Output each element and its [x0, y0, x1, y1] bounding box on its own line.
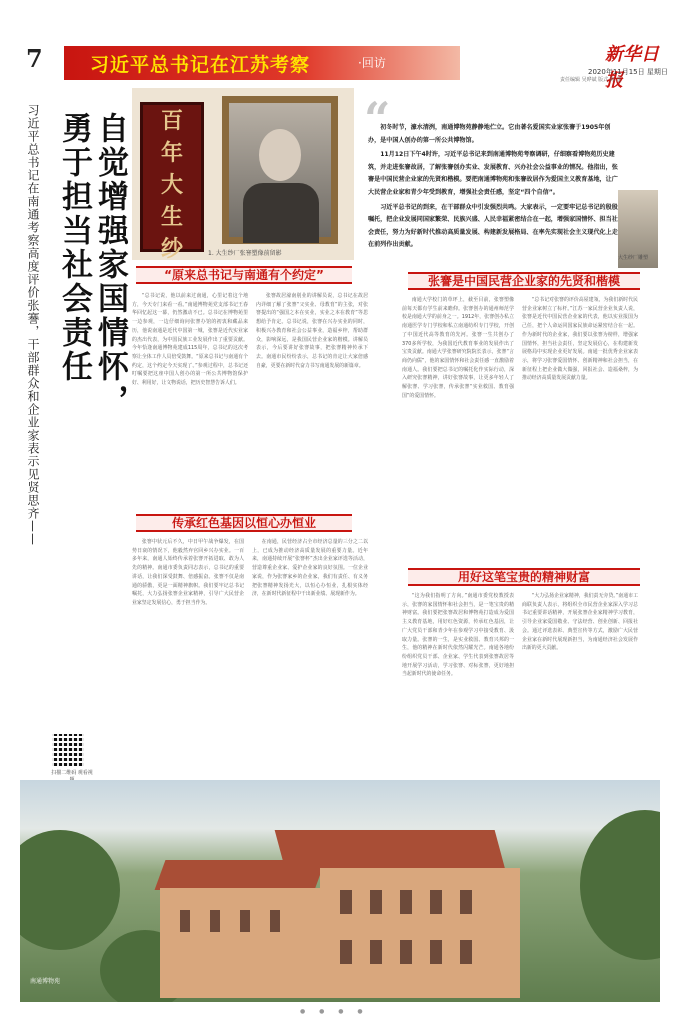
photo-caption: 1. 大生纱厂张謇塑像前留影 [208, 250, 282, 257]
section-subtitle: ·回访 [358, 56, 386, 70]
building-window [370, 940, 382, 964]
building-window [340, 890, 352, 914]
statue-caption: 大生纱厂雕塑 [618, 255, 649, 261]
building-window [400, 940, 412, 964]
headline-line-1: 自觉增强家国情怀， [92, 112, 128, 418]
building-window [270, 910, 280, 932]
registration-marks: ● ● ● ● [300, 1008, 369, 1015]
article-column: 张謇故居濠南别业的讲解员说，总书记在故居内详细了解了张謇“父实业、母教育”的主张，对张謇提出的“强国之本在实业，实业之本在教育”等思想给予肯定。总书记说，张謇在兴办实业的同时，积极兴办教育和社会公益事业，造福乡梓，帮助群众，影响深远，是我国民营企业家的楷模。讲解员表示，今后要讲好张謇故事，把张謇精神传承下去。南通市民纷纷表示，总书记的肯定让大家倍感自豪，更要在新时代奋力书写南通发展的新篇章。 [256, 293, 368, 369]
building-window [400, 890, 412, 914]
article-column: 张謇中状元后不久，中日甲午战争爆发，在国势日衰的情况下，他毅然弃官回乡兴办实业。一百多年来，南通人始终传承着张謇开拓进取、敢为人先的精神。南通市委负责同志表示，总书记的重要讲话，让我们深受鼓舞、倍感振奋。张謇不仅是南通的骄傲，更是一面精神旗帜。我们要牢记总书记嘱托，大力弘扬张謇企业家精神，引导广大民营企业家坚定发展信心，勇于担当作为。 [132, 539, 244, 606]
quote-mark-icon: “ [364, 92, 391, 146]
article-column: “这为我们指明了方向。”南通市委党校教授表示，张謇的家国情怀和社会担当，是一笔宝贵的精神财富。我们要把张謇故居和博物苑打造成为爱国主义教育基地，用好红色资源，传承红色基因，让广大党员干部和青少年在参观学习中接受教育、汲取力量。张謇的一生，是实业救国、教育兴邦的一生，他的精神在新时代依然闪耀光芒。南通各地纷纷组织党员干部、企业家、学生代表到张謇故居等地开展学习活动，学习张謇、对标张謇，更好地担当起新时代的使命任务。 [402, 593, 514, 678]
headline-line-2: 勇于担当社会责任 [56, 112, 92, 384]
bottom-photo [20, 780, 660, 1002]
building-window [370, 890, 382, 914]
sign-char: 百 [160, 108, 183, 134]
tree [580, 810, 660, 960]
newspaper-logo: 新华日报 [605, 44, 659, 91]
qr-code-icon[interactable] [52, 734, 84, 766]
article-column: “大力弘扬企业家精神，我们责无旁贷。”南通市工商联负责人表示，将组织全市民营企业家深入学习总书记重要讲话精神，开展张謇企业家精神学习教育，引导企业家爱国敬业、守法经营、创业创新、回报社会。通过评选表彰、典型宣传等方式，激励广大民营企业家在新时代展现新担当，为南通经济社会发展作出新的更大贡献。 [522, 593, 638, 652]
sign-char: 年 [160, 140, 183, 166]
section-heading-2: 张謇是中国民营企业家的先贤和楷模 [408, 272, 640, 290]
section-heading-1: “原来总书记与南通有个约定” [136, 266, 352, 284]
main-headline [52, 112, 128, 472]
bottom-photo-caption: 南通博物苑 [30, 978, 61, 985]
building-window [430, 940, 442, 964]
factory-sign [140, 102, 204, 260]
building-wall [320, 868, 520, 998]
page-number: 7 [26, 44, 43, 73]
issue-date: 2020年11月15日 星期日 [588, 68, 668, 76]
article-column: “总书记说，他以前来过南通，心里记着这个地方，今天专门来看一看。”南通博物苑党支部书记王春华回忆起这一幕，仍然激动不已。总书记在博物苑里一边参观，一边仔细询问张謇办馆的初衷和藏品来历，他说南通是近代中国第一城，张謇是近代实业家的杰出代表，为中国民族工业发展作出了重要贡献。今年恰逢南通博物苑建成115周年，总书记的这次考察让全体工作人员倍受鼓舞。“原来总书记与南通有个约定，这个约定今天实现了。”参观过程中，总书记还叮嘱要把这座中国人创办的第一所公共博物馆保护好、利用好，让文物说话，把历史智慧告诉人们。 [132, 293, 248, 387]
article-column: 南通大学校门的草坪上，截至目前，张謇塑像前每天都有学生前来瞻仰。张謇创办的通州师范学校是南通大学的前身之一。1912年，张謇创办私立南通医学专门学校和私立南通纺织专门学校，开创了中国近代高等教育的先河。张謇一生共创办了370多所学校，为我国近代教育事业的发展作出了宝贵贡献。南通大学张謇研究院院长表示，张謇“言商仍向儒”，他的家国情怀和社会责任感一直激励着南通人。我们要把总书记的嘱托化作实际行动，深入研究张謇精神，讲好张謇故事，让更多年轻人了解张謇、学习张謇，传承张謇“实业救国、教育强国”的爱国情怀。 [402, 297, 514, 399]
building-window [460, 890, 472, 914]
sign-char: 纱 [160, 236, 183, 260]
editors-line: 责任编辑 吴晔斌 版式 陈 遂 [560, 77, 622, 83]
section-heading-3: 传承红色基因以恒心办恒业 [136, 514, 352, 532]
sign-char: 大 [160, 172, 183, 198]
article-column: 在南通，民营经济占全市经济总量的三分之二以上，已成为推动经济高质量发展的重要力量。近年来，南通持续开展“张謇杯”杰出企业家评选等活动，营造尊重企业家、爱护企业家的良好氛围。一位企业家说，作为张謇家乡的企业家，我们有责任、有义务把张謇精神发扬光大，以恒心办恒业，扎根实体经济，在新时代新征程中干出新业绩、展现新作为。 [252, 539, 368, 598]
page-header [20, 38, 668, 91]
intro-block [368, 122, 618, 254]
section-heading-4: 用好这笔宝贵的精神财富 [408, 568, 640, 586]
building-window [460, 940, 472, 964]
sub-headline: 习近平总书记在南通考察高度评价张謇，干部群众和企业家表示见贤思齐—— [26, 104, 40, 546]
building-window [340, 940, 352, 964]
intro-paragraph: 习近平总书记的到来，在干部群众中引发强烈共鸣。大家表示，一定要牢记总书记的殷殷嘱托，把企业发展同国家繁荣、民族兴盛、人民幸福紧密结合在一起，增强家国情怀、担当社会责任，努力为好新时代推动高质量发展、构建新发展格局、在率先实现社会主义现代化上走在前列作出贡献。 [368, 203, 618, 249]
intro-paragraph: 初冬时节，濠水清洌，南通博物苑静静地伫立。它由著名爱国实业家张謇于1905年创办，是中国人创办的第一所公共博物馆。 [368, 124, 611, 144]
building-window [240, 910, 250, 932]
article-column: “总书记对张謇的评价高屋建瓴，为我们新时代民营企业家树立了标杆。”江苏一家民营企业负责人说，张謇是近代中国民营企业家的代表，他以实业报国为己任，把个人命运同国家民族命运紧密结合在一起。作为新时代的企业家，我们要以张謇为榜样，增强家国情怀，担当社会责任，坚定发展信心，在构建新发展格局中实现企业更好发展。南通一批优秀企业家表示，将学习张謇爱国情怀、创新精神和社会担当，在新征程上把企业做大做强，回报社会、造福桑梓，为推动经济高质量发展贡献力量。 [522, 297, 638, 382]
section-title: 习近平总书记在江苏考察 [90, 54, 311, 76]
qr-caption: 扫描二维码 观看视 [51, 770, 93, 776]
portrait-frame [222, 96, 338, 244]
building-wall [160, 888, 330, 998]
top-photo [132, 88, 354, 260]
tree [20, 830, 120, 950]
portrait-body [243, 183, 319, 243]
building-window [180, 910, 190, 932]
portrait-face [259, 129, 301, 181]
sign-char: 生 [160, 204, 183, 230]
building-window [210, 910, 220, 932]
intro-paragraph: 11月12日下午4时许，习近平总书记来到南通博物苑考察调研，仔细察看博物苑历史建筑，并走进张謇故居，了解张謇创办实业、发展教育、兴办社会公益事业的情况。他指出，张謇是中国民营企业家的先贤和楷模。要把南通博物苑和张謇故居作为爱国主义教育基地，让广大民营企业家和青少年受到教育，增强社会责任感，坚定“四个自信”。 [368, 151, 618, 196]
building-roof [275, 830, 506, 870]
building-window [430, 890, 442, 914]
